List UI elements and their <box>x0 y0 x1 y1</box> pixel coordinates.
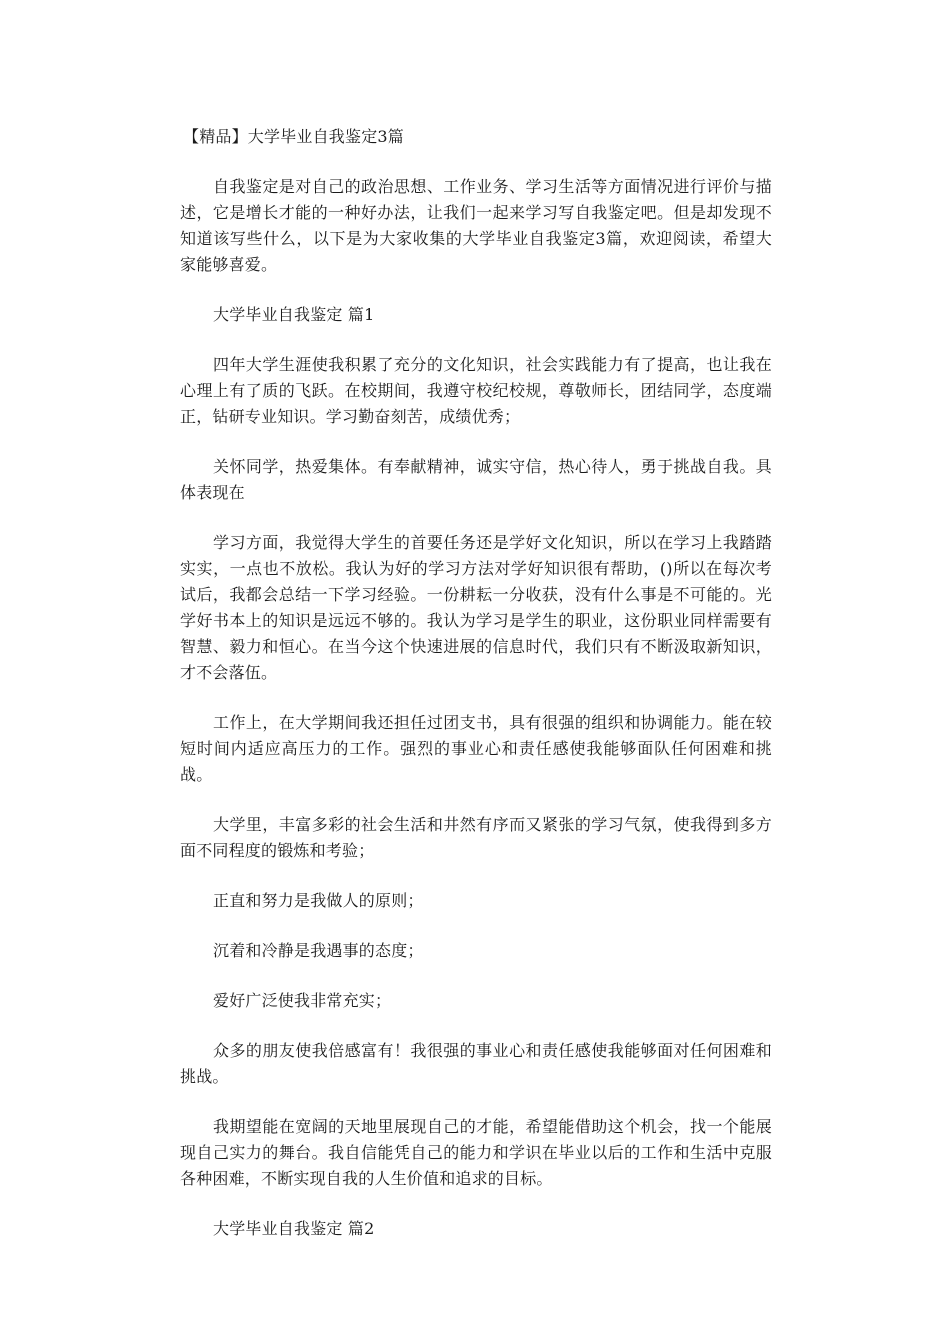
body-paragraph: 四年大学生涯使我积累了充分的文化知识，社会实践能力有了提高，也让我在心理上有了质的飞跃。在校期间，我遵守校纪校规，尊敬师长，团结同学，态度端正，钻研专业知识。学习勤奋刻苦，成绩优秀； <box>180 355 772 426</box>
body-paragraph: 爱好广泛使我非常充实； <box>213 991 392 1010</box>
document-page <box>180 124 772 1266</box>
body-paragraph: 学习方面，我觉得大学生的首要任务还是学好文化知识，所以在学习上我踏踏实实，一点也不放松。我认为好的学习方法对学好知识很有帮助，()所以在每次考试后，我都会总结一下学习经验。一份耕耘一分收获，没有什么事是不可能的。光学好书本上的知识是远远不够的。我认为学习是学生的职业，这份职业同样需要有智慧、毅力和恒心。在当今这个快速进展的信息时代，我们只有不断汲取新知识，才不会落伍。 <box>180 533 772 682</box>
intro-paragraph: 自我鉴定是对自己的政治思想、工作业务、学习生活等方面情况进行评价与描述，它是增长才能的一种好办法，让我们一起来学习写自我鉴定吧。但是却发现不知道该写些什么，以下是为大家收集的大学毕业自我鉴定3篇，欢迎阅读，希望大家能够喜爱。 <box>180 177 772 274</box>
body-paragraph: 我期望能在宽阔的天地里展现自己的才能，希望能借助这个机会，找一个能展现自己实力的舞台。我自信能凭自己的能力和学识在毕业以后的工作和生活中克服各种困难，不断实现自我的人生价值和追求的目标。 <box>180 1117 772 1188</box>
body-paragraph: 关怀同学，热爱集体。有奉献精神，诚实守信，热心待人，勇于挑战自我。具体表现在 <box>180 457 772 502</box>
body-paragraph: 正直和努力是我做人的原则； <box>213 891 424 910</box>
body-paragraph: 工作上，在大学期间我还担任过团支书，具有很强的组织和协调能力。能在较短时间内适应高压力的工作。强烈的事业心和责任感使我能够面队任何困难和挑战。 <box>180 713 772 784</box>
body-paragraph: 众多的朋友使我倍感富有！我很强的事业心和责任感使我能够面对任何困难和挑战。 <box>180 1041 772 1086</box>
section-heading-2: 大学毕业自我鉴定 篇2 <box>213 1219 375 1238</box>
document-title: 【精品】大学毕业自我鉴定3篇 <box>183 127 404 146</box>
body-paragraph: 沉着和冷静是我遇事的态度； <box>213 941 424 960</box>
body-paragraph: 大学里，丰富多彩的社会生活和井然有序而又紧张的学习气氛，使我得到多方面不同程度的锻炼和考验； <box>180 815 772 860</box>
section-heading-1: 大学毕业自我鉴定 篇1 <box>213 305 375 324</box>
